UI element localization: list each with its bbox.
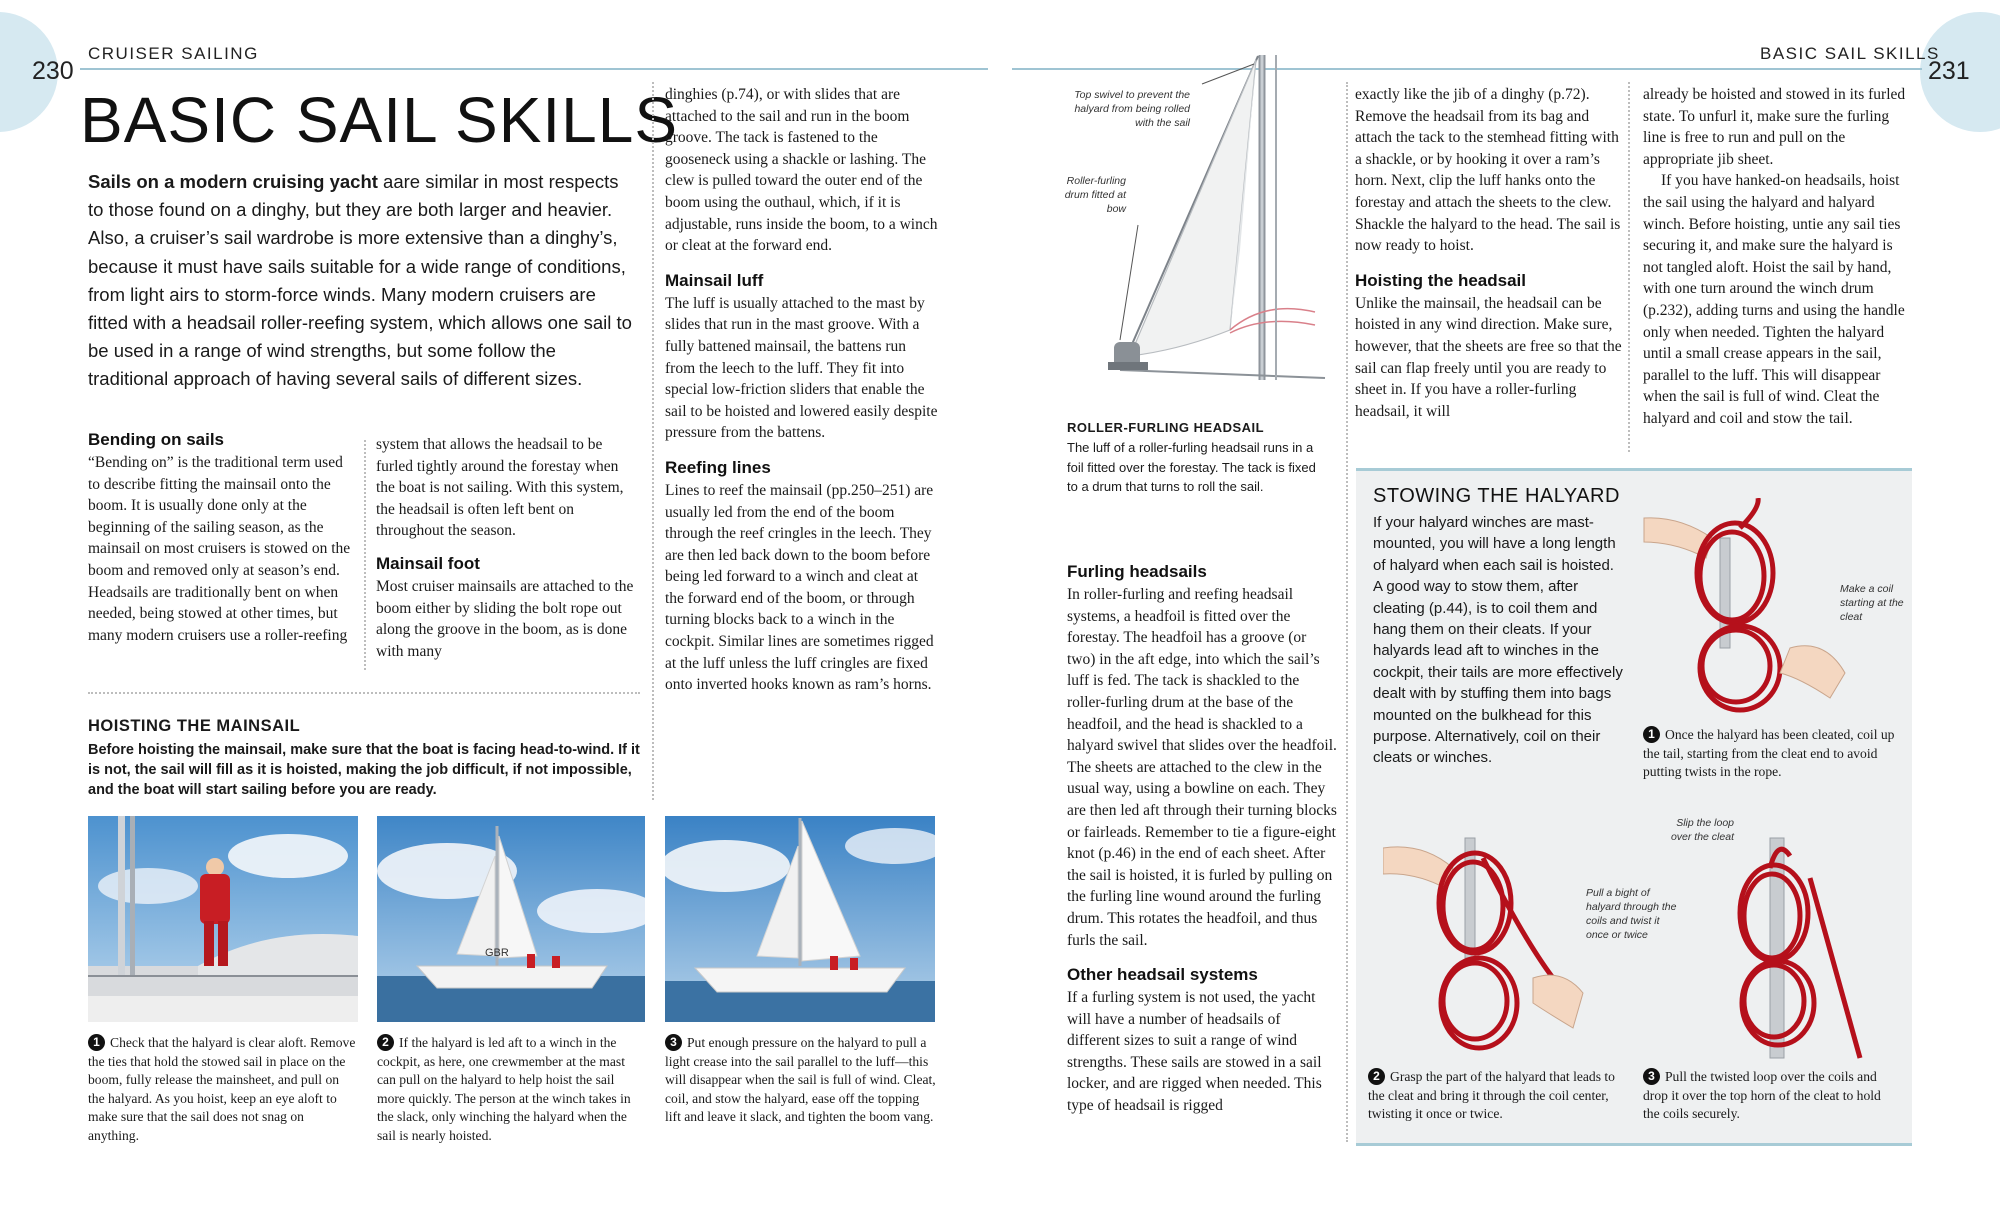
intro-paragraph [88,168,636,394]
foot-text: Most cruiser mainsails are attached to the boom either by sliding the bolt rope out along the groove in the boom, as is done with many [376,577,634,660]
column-divider-1 [364,440,366,670]
reef-heading: Reefing lines [665,457,771,477]
step-number-1: 1 [88,1034,105,1051]
stowing-heading: STOWING THE HALYARD [1373,485,1620,507]
step-number-2: 2 [377,1034,394,1051]
stow-caption-3: 3 Pull the twisted loop over the coils and drop it over the top horn of the cleat to hold the coils securely. [1643,1069,1881,1121]
stow-caption-1: 1 Once the halyard has been cleated, coil up the tail, starting from the cleat end to avoid putting twists in the rope. [1643,727,1895,779]
hoisting-main-heading: HOISTING THE MAINSAIL [88,717,301,735]
roller-caption-text: The luff of a roller-furling headsail runs in a foil fitted over the forestay. The tack is fixed to a drum that turns to roll the sail. [1067,440,1316,494]
hoist-caption-2: 2 If the halyard is led aft to a winch in the cockpit, as here, one crewmember at the mast can pull on the halyard to help hoist the sail more quickly. The person at the winch takes in the slack, only winching the halyard when the sail is nearly hoisted. [377,1035,631,1143]
bending-heading: Bending on sails [88,430,225,449]
col7-paragraph-1: already be hoisted and stowed in its furled state. To unfurl it, make sure the furling line is free to run and pull on the appropriate jib sheet. [1643,86,1906,168]
column-3 [665,84,940,696]
label-make-coil: Make a coil starting at the cleat [1840,583,1904,623]
bending-section [88,430,354,646]
hoist-caption-3: 3 Put enough pressure on the halyard to pull a light crease into the sail parallel to the luff—this will disappear when the sail is full of wind. Cleat, coil, and stow the halyard, ease off the topping lift and leave it slack, and tighten the boom vang. [665,1035,936,1124]
column-divider-2 [652,82,654,800]
photo-yacht-sail-up [665,816,935,1022]
furling-text: In roller-furling and reefing headsail systems, a headfoil is fitted over the forestay. The headfoil has a groove (or two) in the aft edge, into which the sail’s luff is fed. The tack is shackled to the roller-furling drum at the base of the headfoil, and the head is shackled to a halyard swivel that slides over the headfoil. The sheets are attached to the clew in the usual way, using a bowline on each. They are then led aft through their turning blocks or fairleads. Remember to tie a figure-eight knot (p.46) in the end of each sheet. After the sail is hoisted, it is furled by pulling on the furling line wound around the furling drum. This rotates the headfoil, and thus furls the sail. [1067,586,1337,949]
roller-caption-title: ROLLER-FURLING HEADSAIL [1067,420,1265,435]
furling-heading: Furling headsails [1067,562,1207,581]
photo-yacht-hoisting [377,816,645,1022]
col7-paragraph-2: If you have hanked-on headsails, hoist the sail using the halyard and halyard winch. Before hoisting, untie any sail ties securing it, and make sure the halyard is not tangled aloft. Hoist the sail by hand, with one turn around the winch drum (p.232), adding turns and using the handle only when needed. Tighten the halyard until a small crease appears in the sail, parallel to the luff. This will disappear when the sail is full of wind. Cleat the halyard and coil and stow the tail. [1643,172,1905,427]
bending-text-1: “Bending on” is the traditional term used to describe fitting the mainsail onto the boom. It is usually done only at the beginning of the sailing season, as the mainsail on most cruisers is stowed on the boom and removed only at season’s end. Headsails are traditionally bent on when needed, being stowed at other times, but many modern cruisers use a roller-reefing [88,454,351,644]
page-title: BASIC SAIL SKILLS [80,84,679,156]
label-top-swivel: Top swivel to prevent the halyard from being rolled with the sail [1074,89,1190,129]
hoist-caption-1: 1 Check that the halyard is clear aloft. Remove the ties that hold the stowed sail in place on the boom, fully release the mainsheet, and pull on the halyard. As you hoist, keep an eye aloft to make sure that the sail does not snag on anything. [88,1035,356,1143]
hoist-headsail-heading: Hoisting the headsail [1355,270,1526,290]
step-number-3: 3 [665,1034,682,1051]
intro-lead: Sails on a modern cruising yacht [88,171,378,192]
stow-caption-2: 2 Grasp the part of the halyard that leads to the cleat and bring it through the coil center, twisting it once or twice. [1368,1069,1615,1121]
coil-illustration-2 [1383,818,1613,1068]
bending-text-2: system that allows the headsail to be furled tightly around the forestay when the boat is not sailing. With this system, the headsail is often left bent on throughout the season. [376,436,624,540]
photo-crew-at-mast [88,816,358,1022]
column-7 [1643,84,1915,430]
sail-number: GBR [485,947,509,959]
stow-step-3: 3 [1643,1068,1660,1085]
column-divider-4 [1628,82,1630,452]
luff-heading: Mainsail luff [665,270,764,290]
foot-heading: Mainsail foot [376,553,480,573]
stow-step-1: 1 [1643,726,1660,743]
left-running-head: CRUISER SAILING [88,44,259,63]
col6-continued: exactly like the jib of a dinghy (p.72). Remove the headsail from its bag and attach the tack to the stemhead fitting with a shackle, or by hooking it over a ram’s horn. Next, clip the luff hanks onto the forestay and attach the sheets to the clew. Shackle the halyard to the head. The sail is now ready to hoist. [1355,86,1621,255]
right-running-head: BASIC SAIL SKILLS [1760,44,1940,63]
stowing-text: If your halyard winches are mast-mounted, you will have a long length of halyard when each sail is hoisted. A good way to stow them, after cleating (p.44), is to coil them and hang them on their cleats. If your halyards lead aft to winches in the cockpit, their tails are more effectively dealt with by stuffing them into bags mounted on the bulkhead for this purpose. Alternatively, coil on their cleats or winches. [1373,514,1623,767]
luff-text: The luff is usually attached to the mast by slides that run in the mast groove. With a fully battened mainsail, the battens run from the leech to the luff. They fit into special low-friction sliders that enable the sail to be hoisted and lowered easily despite pressure from the battens. [665,294,938,442]
left-header-rule [80,68,988,70]
intro-text: aare similar in most respects to those found on a dinghy, but they are both larger and heavier. Also, a cruiser’s sail wardrobe is more extensive than a dinghy’s, because it must have sails suitable for a wide range of conditions, from light airs to storm-force winds. Many modern cruisers are fitted with a headsail roller-reefing system, which allows one sail to be used in a range of wind strengths, but some follow the traditional approach of having several sails of different sizes. [88,171,632,390]
other-heading: Other headsail systems [1067,965,1258,985]
reef-text: Lines to reef the mainsail (pp.250–251) are usually led from the end of the boom through the reef cringles in the leech. They are then led back down to the boom before being led forward to a winch and cleat at the forward end of the boom, or through turning blocks back to a winch in the cockpit. Similar lines are sometimes rigged at the luff unless the luff cringles are fixed onto inverted hooks known as ram’s horns. [665,481,934,694]
coil-illustration-3 [1660,818,1900,1068]
label-pull-bight: Pull a bight of halyard through the coils and twist it once or twice [1586,887,1677,941]
col3-continued: dinghies (p.74), or with slides that are attached to the sail and run in the boom groove. The tack is fastened to the gooseneck using a shackle or lashing. The clew is pulled toward the outer end of the boom using the outhaul, which, if it is adjustable, runs inside the boom, to a winch or cleat at the forward end. [665,86,938,255]
stow-step-2: 2 [1368,1068,1385,1085]
column-6 [1355,84,1625,422]
column-5 [1067,562,1337,1117]
bending-continued [376,434,638,662]
left-page-number: 230 [32,57,74,85]
hoist-headsail-text: Unlike the mainsail, the headsail can be hoisted in any wind direction. Make sure, however, that the sheets are free so that the sail can flap freely until you are ready to sheet in. If you have a roller-furling headsail, it will [1355,294,1622,420]
section-divider [88,692,640,694]
column-divider-3 [1346,82,1348,1142]
right-page-number: 231 [1928,57,1970,85]
hoisting-main-intro: Before hoisting the mainsail, make sure that the boat is facing head-to-wind. If it is not, the sail will fill as it is hoisted, making the job difficult, if not impossible, and the boat will start sailing before you are ready. [88,742,640,798]
label-furling-drum: Roller-furling drum fitted at bow [1064,175,1126,215]
label-slip-loop: Slip the loop over the cleat [1670,817,1734,843]
other-text: If a furling system is not used, the yacht will have a number of headsails of different sizes to suit a range of wind strengths. These sails are stowed in a sail locker, and are rigged when needed. This type of headsail is rigged [1067,989,1322,1115]
